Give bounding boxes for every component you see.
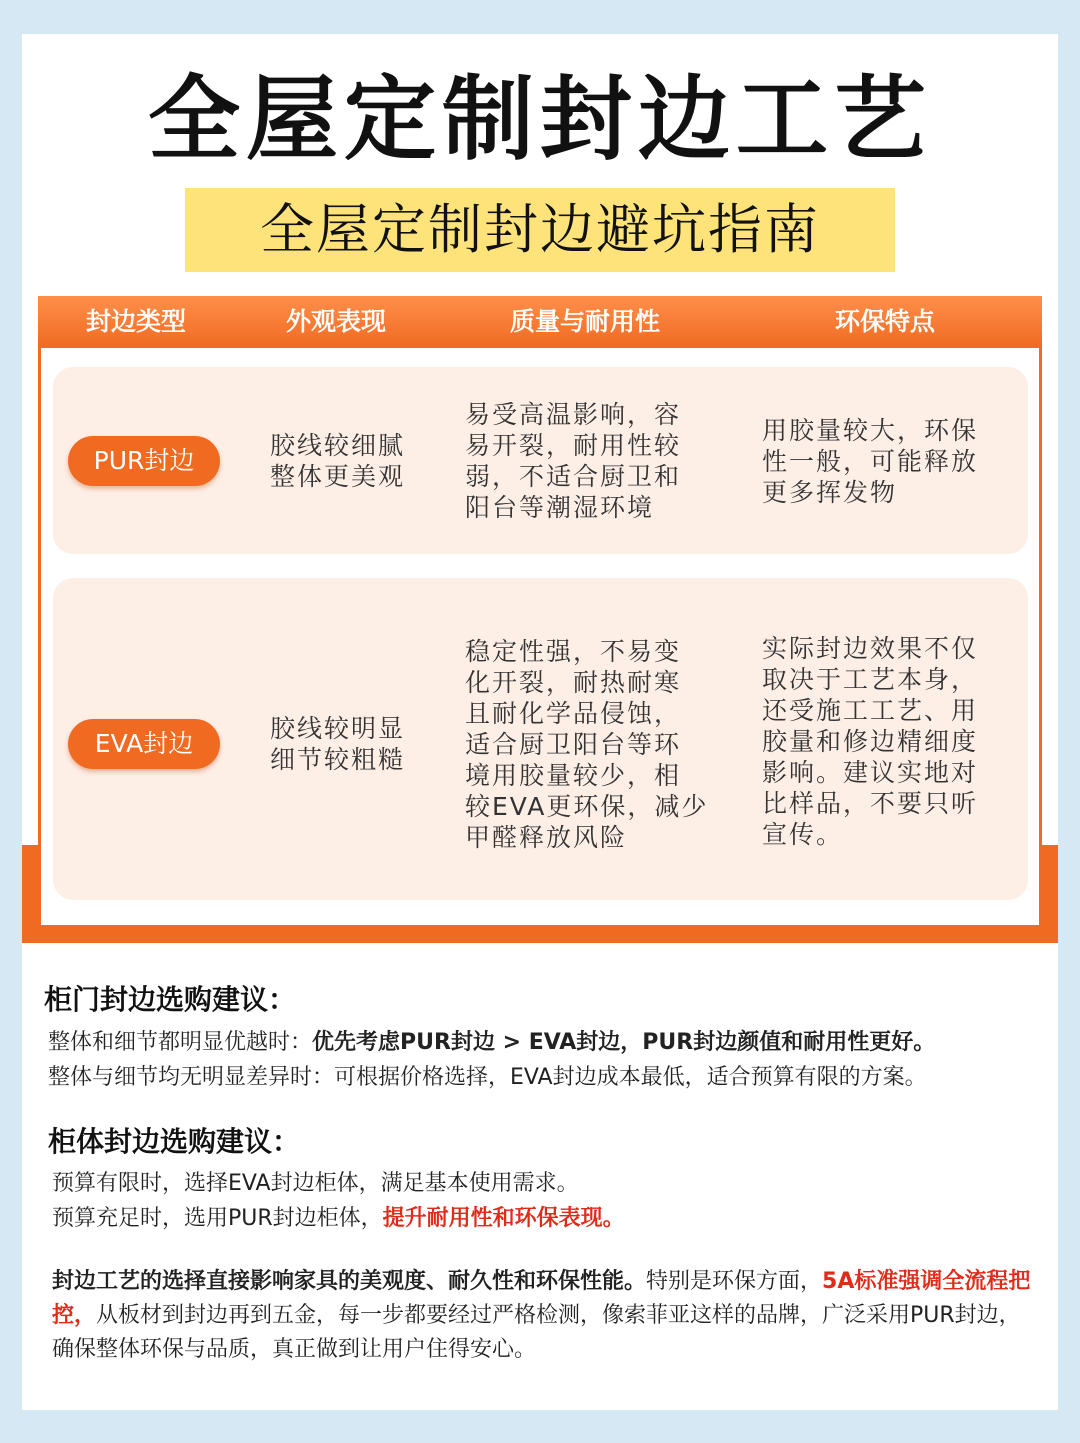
header-type: 封边类型: [85, 307, 186, 336]
cabinet-advice-line-2: [52, 1202, 625, 1236]
cabinet-advice-line-1: 预算有限时，选择EVA封边柜体，满足基本使用需求。: [52, 1171, 579, 1196]
page-subtitle: 全屋定制封边避坑指南: [260, 198, 820, 261]
type-badge-pur: PUR封边: [68, 436, 220, 486]
cell-quality: 稳定性强，不易变 化开裂，耐热耐寒 且耐化学品侵蚀， 适合厨卫阳台等环 境用胶量较少，相 较EVA更环保，减少 甲醛释放风险: [465, 637, 709, 852]
door-advice-line-2: 整体与细节均无明显差异时：可根据价格选择，EVA封边成本最低，适合预算有限的方案。: [48, 1065, 927, 1090]
summary-paragraph: [52, 1265, 1042, 1367]
summary-text-1: 特别是环保方面，: [646, 1269, 823, 1294]
door-advice-recommendation: 优先考虑PUR封边 > EVA封边，PUR封边颜值和耐用性更好。: [312, 1030, 936, 1055]
summary-highlight: 5A标准强调全流程把控，: [52, 1269, 1031, 1328]
door-advice-heading: 柜门封边选购建议：: [44, 983, 297, 1016]
cell-eco: 用胶量较大，环保 性一般，可能释放 更多挥发物: [762, 416, 979, 507]
cell-appearance: 胶线较明显 细节较粗糙: [270, 714, 406, 774]
header-appearance: 外观表现: [285, 307, 386, 336]
page-title: 全屋定制封边工艺: [147, 66, 932, 173]
door-advice-line-1: [48, 1026, 935, 1060]
type-badge-eva: EVA封边: [68, 719, 220, 769]
summary-text-2: 从板材到封边再到五金，每一步都要经过严格检测，像索菲亚这样的品牌，广泛采用PUR封边，确保整体环保与品质，真正做到让用户住得安心。: [52, 1303, 1021, 1362]
door-advice-condition: 整体和细节都明显优越时：: [48, 1030, 313, 1055]
cabinet-advice-highlight: 提升耐用性和环保表现。: [382, 1206, 625, 1231]
header-eco: 环保特点: [834, 307, 935, 336]
cell-quality: 易受高温影响，容 易开裂，耐用性较 弱，不适合厨卫和 阳台等潮湿环境: [465, 400, 682, 522]
cell-eco: 实际封边效果不仅 取决于工艺本身， 还受施工工艺、用 胶量和修边精细度 影响。建议实地对 比样品，不要只听 宣传。: [762, 634, 979, 849]
cabinet-advice-condition: 预算充足时，选用PUR封边柜体，: [52, 1206, 383, 1231]
cell-appearance: 胶线较细腻 整体更美观: [270, 431, 406, 491]
cabinet-advice-heading: 柜体封边选购建议：: [48, 1125, 301, 1158]
header-quality: 质量与耐用性: [509, 307, 660, 336]
summary-lead: 封边工艺的选择直接影响家具的美观度、耐久性和环保性能。: [52, 1269, 647, 1294]
